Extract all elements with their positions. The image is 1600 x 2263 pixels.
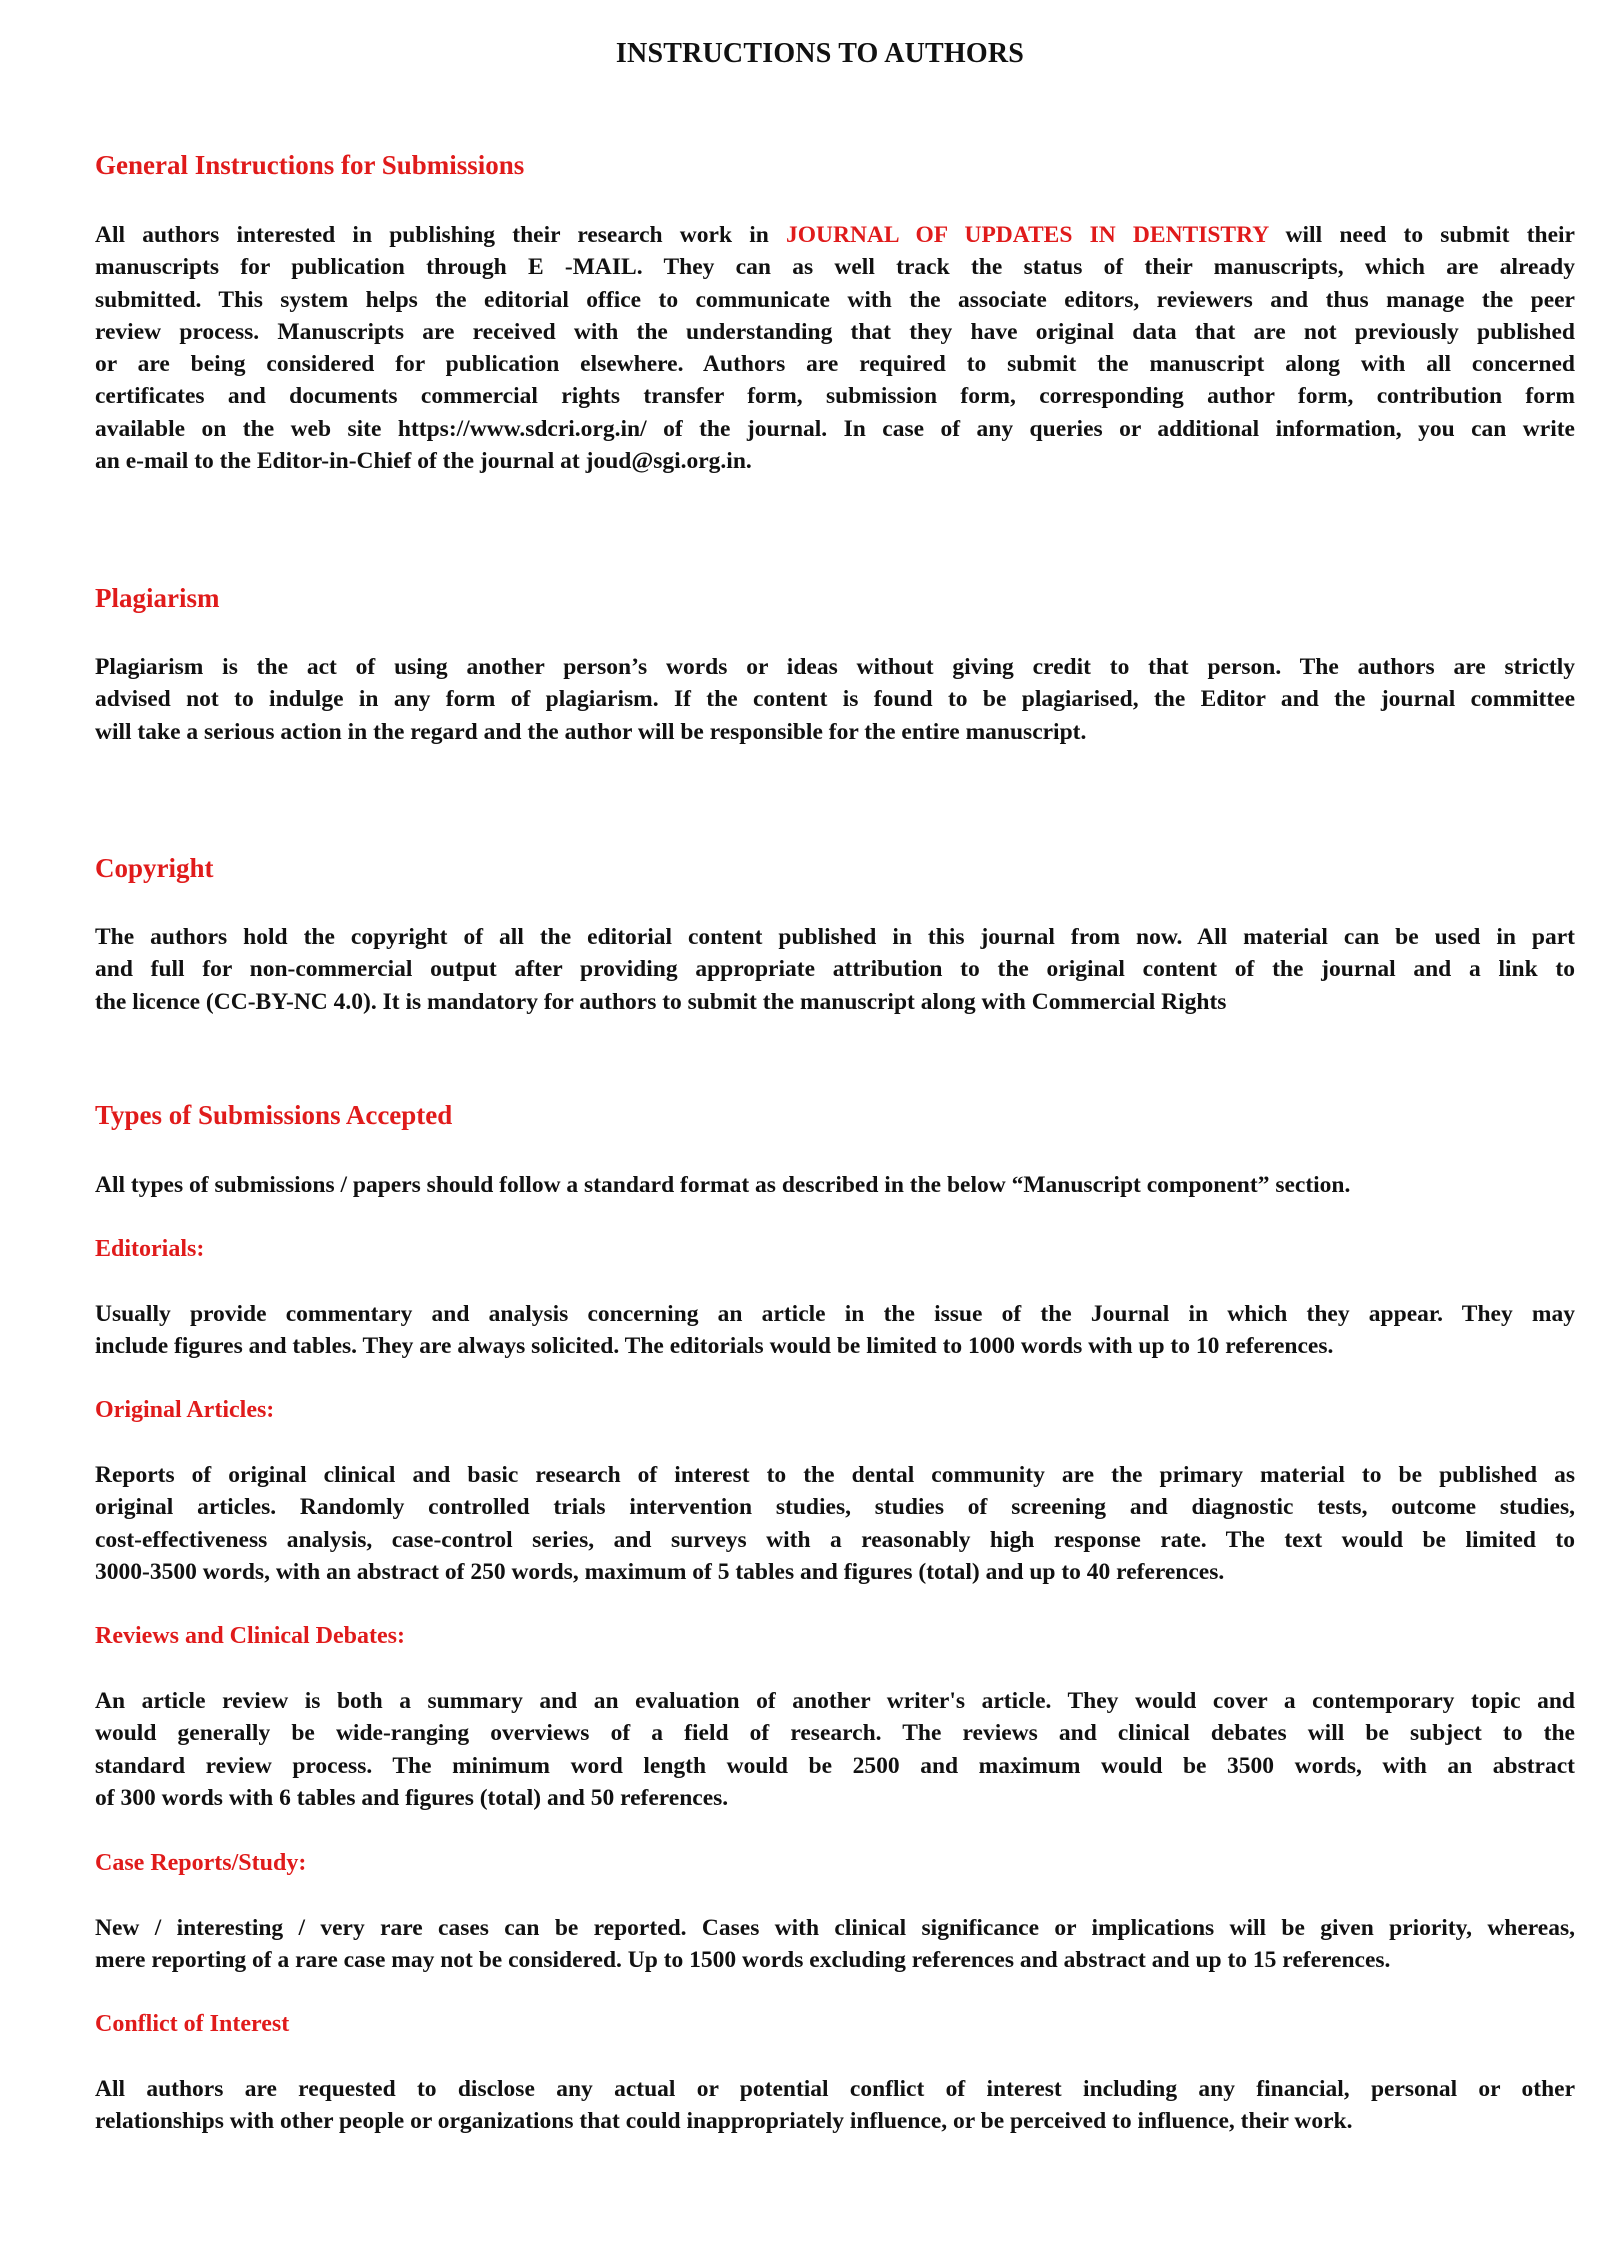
paragraph-line: An article review is both a summary and an evaluation of another writer's article. They would cover a contemporary topic and xyxy=(95,1688,1575,1714)
paragraph-line: include figures and tables. They are always solicited. The editorials would be limited to 1000 words with up to 10 references. xyxy=(95,1333,1334,1360)
subheading-original-articles: Original Articles: xyxy=(95,1397,275,1423)
journal-name: JOURNAL OF UPDATES IN DENTISTRY xyxy=(786,222,1269,248)
paragraph-line: New / interesting / very rare cases can be reported. Cases with clinical significance or implications will be given priority, whereas, xyxy=(95,1915,1575,1941)
subheading-conflict-of-interest: Conflict of Interest xyxy=(95,2011,290,2037)
paragraph-line: advised not to indulge in any form of plagiarism. If the content is found to be plagiarised, the Editor and the journal committee xyxy=(95,686,1575,713)
paragraph-line: the licence (CC-BY-NC 4.0). It is mandatory for authors to submit the manuscript along with Commercial Rights xyxy=(95,988,1227,1015)
general-paragraph xyxy=(95,219,1575,477)
paragraph-line: submitted. This system helps the editorial office to communicate with the associate editors, reviewers and thus manage the peer xyxy=(95,286,1575,313)
paragraph-line: standard review process. The minimum word length would be 2500 and maximum would be 3500 words, with an abstract xyxy=(95,1752,1575,1779)
paragraph-line: available on the web site https://www.sdcri.org.in/ of the journal. In case of any queries or additional information, you can write xyxy=(95,415,1575,442)
paragraph-line: Plagiarism is the act of using another person’s words or ideas without giving credit to that person. The authors are strictly xyxy=(95,654,1575,680)
paragraph-line: All authors interested in publishing their research work in JOURNAL OF UPDATES IN DENTISTRY will need to submit their xyxy=(95,222,1575,248)
paragraph-line: original articles. Randomly controlled trials intervention studies, studies of screening and diagnostic tests, outcome studies, xyxy=(95,1494,1575,1521)
paragraph-line: certificates and documents commercial rights transfer form, submission form, corresponding author form, contribution form xyxy=(95,383,1575,410)
paragraph-line: or are being considered for publication elsewhere. Authors are required to submit the manuscript along with all concerned xyxy=(95,351,1575,378)
reviews-paragraph xyxy=(95,1685,1575,1814)
subheading-editorials: Editorials: xyxy=(95,1236,205,1262)
paragraph-line: would generally be wide-ranging overviews of a field of research. The reviews and clinical debates will be subject to the xyxy=(95,1720,1575,1747)
paragraph-line: Usually provide commentary and analysis concerning an article in the issue of the Journal in which they appear. They may xyxy=(95,1301,1575,1327)
section-heading-copyright: Copyright xyxy=(95,853,214,883)
paragraph-line: review process. Manuscripts are received with the understanding that they have original data that are not previously published xyxy=(95,318,1575,345)
original-articles-paragraph xyxy=(95,1459,1575,1588)
paragraph-line: of 300 words with 6 tables and figures (total) and 50 references. xyxy=(95,1784,729,1811)
paragraph-line: 3000-3500 words, with an abstract of 250 words, maximum of 5 tables and figures (total) and up to 40 references. xyxy=(95,1558,1225,1585)
paragraph-line: cost-effectiveness analysis, case-control series, and surveys with a reasonably high response rate. The text would be limited to xyxy=(95,1526,1575,1553)
editorials-paragraph xyxy=(95,1298,1575,1363)
paragraph-line: Reports of original clinical and basic research of interest to the dental community are the primary material to be published as xyxy=(95,1462,1575,1488)
paragraph-line: will take a serious action in the regard and the author will be responsible for the entire manuscript. xyxy=(95,718,1087,745)
copyright-paragraph xyxy=(95,921,1575,1018)
paragraph-line: an e-mail to the Editor-in-Chief of the journal at joud@sgi.org.in. xyxy=(95,448,752,475)
paragraph-line: and full for non-commercial output after providing appropriate attribution to the original content of the journal and a link to xyxy=(95,956,1575,983)
paragraph-line: relationships with other people or organizations that could inappropriately influence, or be perceived to influence, their work. xyxy=(95,2108,1353,2135)
conflict-paragraph xyxy=(95,2073,1575,2138)
plagiarism-paragraph xyxy=(95,651,1575,748)
paragraph-line: The authors hold the copyright of all the editorial content published in this journal from now. All material can be used in part xyxy=(95,924,1575,950)
types-intro xyxy=(95,1169,1575,1201)
paragraph-line: All authors are requested to disclose any actual or potential conflict of interest including any financial, personal or other xyxy=(95,2076,1575,2102)
section-heading-general: General Instructions for Submissions xyxy=(95,150,525,180)
page-title: INSTRUCTIONS TO AUTHORS xyxy=(615,38,1025,69)
case-reports-paragraph xyxy=(95,1912,1575,1977)
section-heading-types: Types of Submissions Accepted xyxy=(95,1100,453,1130)
paragraph-line: mere reporting of a rare case may not be considered. Up to 1500 words excluding references and abstract and up to 15 references. xyxy=(95,1947,1391,1974)
subheading-case-reports: Case Reports/Study: xyxy=(95,1850,307,1876)
subheading-reviews: Reviews and Clinical Debates: xyxy=(95,1623,405,1649)
paragraph-line: All types of submissions / papers should follow a standard format as described in the below “Manuscript component” section. xyxy=(95,1172,1351,1198)
section-heading-plagiarism: Plagiarism xyxy=(95,583,220,613)
paragraph-line: manuscripts for publication through E -MAIL. They can as well track the status of their manuscripts, which are already xyxy=(95,254,1575,281)
